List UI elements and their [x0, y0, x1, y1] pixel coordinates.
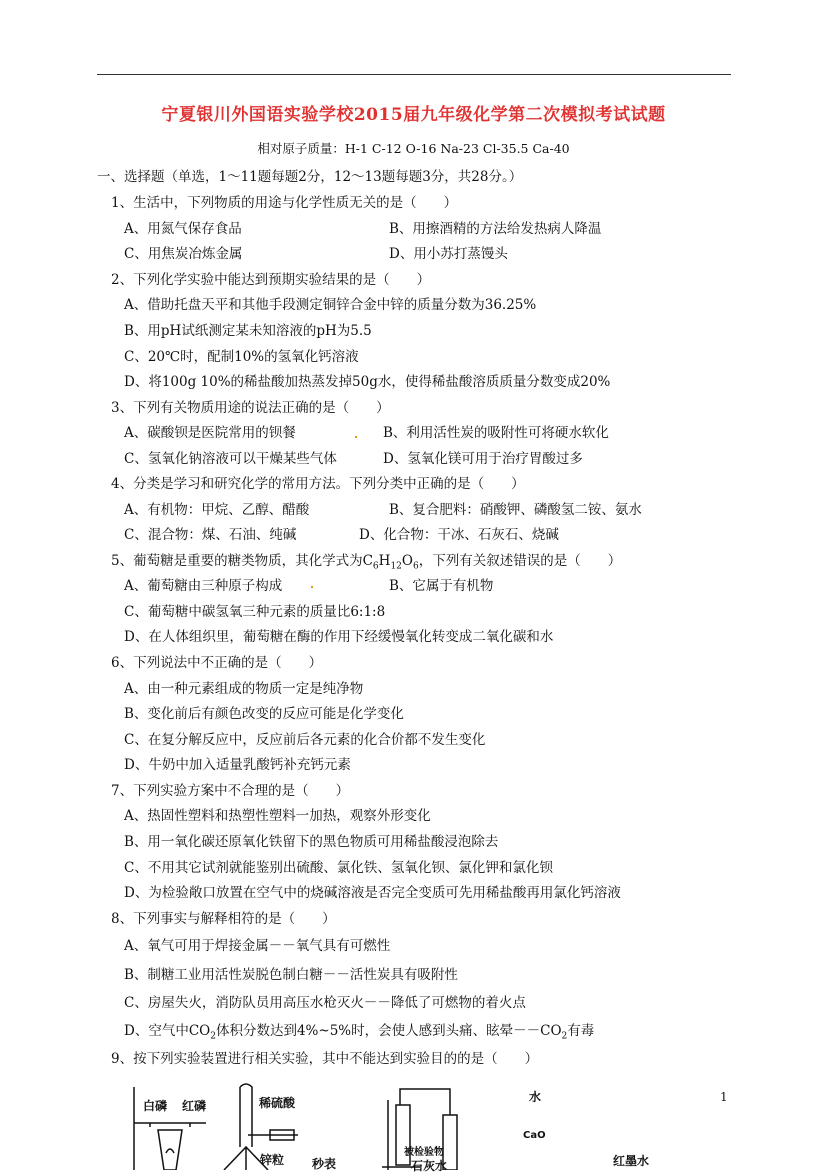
apparatus-figure	[120, 1075, 680, 1170]
q7-option-c: C、不用其它试剂就能鉴别出硫酸、氯化铁、氢氧化钡、氯化钾和氯化钡	[124, 860, 553, 876]
q4-option-b: B、复合肥料：硝酸钾、磷酸氢二铵、氨水	[389, 502, 642, 518]
page-title: 宁夏银川外国语实验学校2015届九年级化学第二次模拟考试试题	[161, 105, 666, 125]
label-stopwatch: 秒表	[312, 1157, 337, 1171]
q5-option-a: A、葡萄糖由三种原子构成	[124, 578, 283, 594]
label-cao: CaO	[523, 1130, 546, 1141]
q8-option-a: A、氧气可用于焊接金属－－氧气具有可燃性	[124, 938, 391, 954]
q8-stem: 8、下列事实与解释相符的是（ ）	[111, 911, 336, 927]
label-zinc-granules: 锌粒	[260, 1153, 285, 1167]
q6-option-d: D、牛奶中加入适量乳酸钙补充钙元素	[124, 757, 351, 773]
q7-option-d: D、为检验敞口放置在空气中的烧碱溶液是否完全变质可先用稀盐酸再用氯化钙溶液	[124, 885, 621, 901]
q4-option-d: D、化合物：干冰、石灰石、烧碱	[359, 527, 559, 543]
q8-option-d: D、空气中$CO_2$体积分数达到4%~5%时，会使人感到头痛、眩晕$--CO_2$有毒	[124, 1023, 595, 1042]
label-red-ink: 红墨水	[613, 1154, 650, 1168]
label-red-phosphorus: 红磷	[182, 1099, 207, 1113]
atomic-mass-line: 相对原子质量：H-1 C-12 O-16 Na-23 Cl-35.5 Ca-40	[257, 141, 570, 156]
q8-option-c: C、房屋失火，消防队员用高压水枪灭火－－降低了可燃物的着火点	[124, 995, 526, 1011]
q4-option-c: C、混合物：煤、石油、纯碱	[124, 527, 297, 543]
q3-option-b: B、利用活性炭的吸附性可将硬水软化	[383, 425, 609, 441]
header-rule	[97, 74, 731, 75]
label-sample: 被检验物	[404, 1147, 444, 1158]
q5-option-c: C、葡萄糖中碳氢氧三种元素的质量比6:1:8	[124, 604, 386, 620]
q5-option-b: B、它属于有机物	[389, 578, 494, 594]
label-white-phosphorus: 白磷	[143, 1099, 168, 1113]
stray-mark	[355, 436, 357, 438]
label-dilute-sulfuric-acid: 稀硫酸	[259, 1096, 296, 1110]
q6-stem: 6、下列说法中不正确的是（ ）	[111, 655, 323, 671]
q3-stem: 3、下列有关物质用途的说法正确的是（ ）	[111, 400, 390, 416]
q7-option-a: A、热固性塑料和热塑性塑料一加热，观察外形变化	[124, 808, 431, 824]
label-limewater: 石灰水	[411, 1159, 448, 1173]
q5-option-d: D、在人体组织里，葡萄糖在酶的作用下经缓慢氧化转变成二氧化碳和水	[124, 629, 554, 645]
q1-option-c: C、用焦炭冶炼金属	[124, 246, 243, 262]
q6-option-a: A、由一种元素组成的物质一定是纯净物	[124, 681, 364, 697]
q7-option-b: B、用一氧化碳还原氧化铁留下的黑色物质可用稀盐酸浸泡除去	[124, 834, 499, 850]
q1-stem: 1、生活中，下列物质的用途与化学性质无关的是（ ）	[111, 195, 458, 211]
q1-option-a: A、用氮气保存食品	[124, 221, 242, 237]
q4-stem: 4、分类是学习和研究化学的常用方法。下列分类中正确的是（ ）	[111, 476, 525, 492]
q5-stem: 5、葡萄糖是重要的糖类物质，其化学式为$C_6H_{12}O_6$，下列有关叙述错误的是（ ）	[111, 553, 622, 572]
q9-stem: 9、按下列实验装置进行相关实验，其中不能达到实验目的的是（ ）	[111, 1051, 539, 1067]
q1-option-b: B、用擦酒精的方法给发热病人降温	[389, 221, 602, 237]
q2-option-b: B、用pH试纸测定某未知溶液的pH为5.5	[124, 323, 372, 339]
q6-option-b: B、变化前后有颜色改变的反应可能是化学变化	[124, 706, 404, 722]
q2-stem: 2、下列化学实验中能达到预期实验结果的是（ ）	[111, 272, 431, 288]
q7-stem: 7、下列实验方案中不合理的是（ ）	[111, 783, 350, 799]
q2-option-a: A、借助托盘天平和其他手段测定铜锌合金中锌的质量分数为36.25%	[124, 297, 537, 313]
q3-option-c: C、氢氧化钠溶液可以干燥某些气体	[124, 451, 337, 467]
q4-option-a: A、有机物：甲烷、乙醇、醋酸	[124, 502, 310, 518]
q2-option-d: D、将100g 10%的稀盐酸加热蒸发掉50g水，使得稀盐酸溶质质量分数变成20%	[124, 374, 611, 390]
q6-option-c: C、在复分解反应中，反应前后各元素的化合价都不发生变化	[124, 732, 486, 748]
q8-option-b: B、制糖工业用活性炭脱色制白糖－－活性炭具有吸附性	[124, 967, 458, 983]
q1-option-d: D、用小苏打蒸馒头	[389, 246, 508, 262]
page-number: 1	[720, 1090, 728, 1104]
section-heading: 一、选择题（单选，1～11题每题2分，12～13题每题3分，共28分。）	[97, 169, 523, 185]
q3-option-a: A、碳酸钡是医院常用的钡餐	[124, 425, 296, 441]
stray-mark	[311, 586, 313, 588]
q2-option-c: C、20℃时，配制10%的氢氧化钙溶液	[124, 349, 359, 365]
label-water: 水	[529, 1090, 542, 1104]
q3-option-d: D、氢氧化镁可用于治疗胃酸过多	[383, 451, 583, 467]
